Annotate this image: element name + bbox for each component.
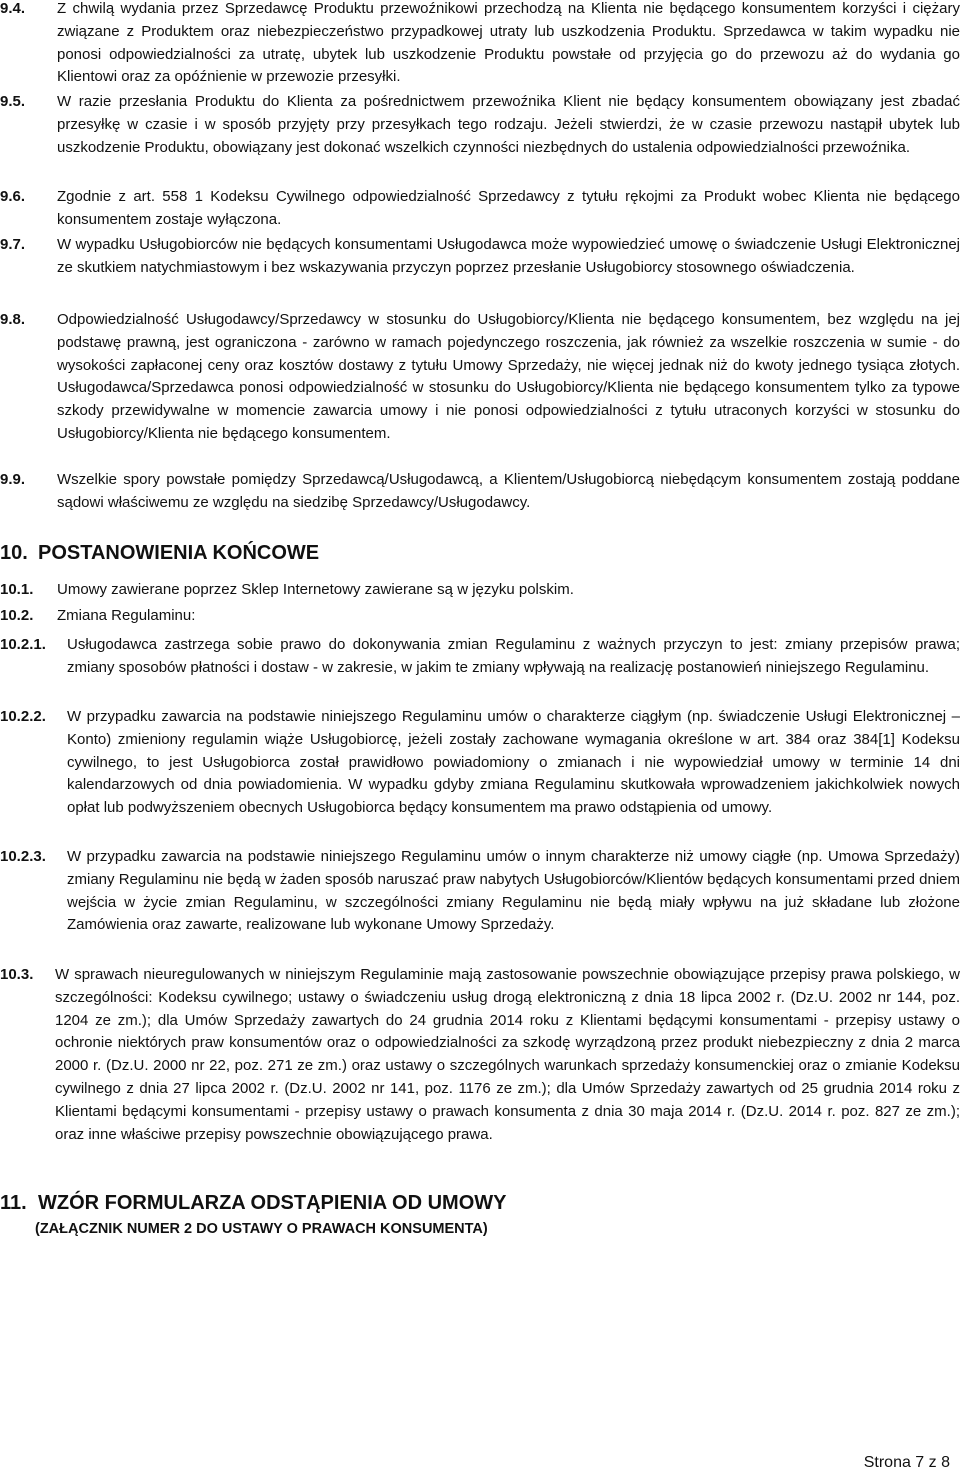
section-title: POSTANOWIENIA KOŃCOWE bbox=[38, 542, 320, 564]
clause-text: Usługodawca zastrzega sobie prawo do dokonywania zmian Regulaminu z ważnych przyczyn to jest: zmiany przepisów prawa; zmiany sposobów płatności i dostaw - w zakresie, w jakim te zmiany wpływają na realizację postanowień niniejszego Regulaminu. bbox=[67, 636, 960, 676]
clause-number: 10.2.2. bbox=[0, 708, 46, 725]
clause-number: 10.1. bbox=[0, 581, 34, 598]
clause-9-7 bbox=[0, 234, 960, 280]
clause-text: W razie przesłania Produktu do Klienta za pośrednictwem przewoźnika Klient nie będący konsumentem obowiązany jest zbadać przesyłkę w czasie i w sposób przyjęty przy przesyłkach tego rodzaju. Jeżeli stwierdzi, że w czasie przewozu nastąpił ubytek lub uszkodzenie Produktu, obowiązany jest dokonać wszelkich czynności niezbędnych do ustalenia odpowiedzialności przewoźnika. bbox=[57, 93, 960, 156]
section-heading-11 bbox=[0, 1191, 506, 1215]
clause-number: 9.9. bbox=[0, 471, 26, 488]
clause-text: Umowy zawierane poprzez Sklep Internetowy zawierane są w języku polskim. bbox=[57, 581, 574, 598]
page-number: Strona 7 z 8 bbox=[863, 1454, 950, 1471]
clause-10-1 bbox=[0, 579, 960, 602]
clause-number: 10.2.1. bbox=[0, 636, 46, 653]
clause-10-2-1 bbox=[0, 634, 960, 680]
clause-text: W przypadku zawarcia na podstawie niniejszego Regulaminu umów o innym charakterze niż umowy ciągłe (np. Umowa Sprzedaży) zmiany Regulaminu nie będą w żaden sposób naruszać praw nabytych Usługobiorców/Klientów będących konsumentami przed dniem wejścia w życie zmian Regulaminu, w szczególności zmiany Regulaminu nie będą miały wpływu na już składane lub złożone Zamówienia oraz zawarte, realizowane lub wykonane Umowy Sprzedaży. bbox=[67, 848, 960, 934]
clause-10-2-3 bbox=[0, 846, 960, 937]
clause-10-2-2 bbox=[0, 706, 960, 820]
clause-9-6 bbox=[0, 186, 960, 232]
section-subtitle: (ZAŁĄCZNIK NUMER 2 DO USTAWY O PRAWACH KONSUMENTA) bbox=[35, 1221, 488, 1237]
section-title: WZÓR FORMULARZA ODSTĄPIENIA OD UMOWY bbox=[38, 1192, 507, 1214]
clause-9-5 bbox=[0, 91, 960, 159]
clause-number: 10.3. bbox=[0, 966, 34, 983]
clause-text: W wypadku Usługobiorców nie będących konsumentami Usługodawca może wypowiedzieć umowę o świadczenie Usługi Elektronicznej ze skutkiem natychmiastowym i bez wskazywania przyczyn poprzez przesłanie Usługobiorcy stosownego oświadczenia. bbox=[57, 236, 960, 276]
clause-text: Odpowiedzialność Usługodawcy/Sprzedawcy w stosunku do Usługobiorcy/Klienta nie będącego konsumentem, bez względu na jej podstawę prawną, jest ograniczona - zarówno w ramach pojedynczego roszczenia, jak również za wszelkie roszczenia w sumie - do wysokości zapłaconej ceny oraz kosztów dostawy z tytułu Umowy Sprzedaży, nie więcej jednak niż do kwoty jednego tysiąca złotych. Usługodawca/Sprzedawca ponosi odpowiedzialność w stosunku do Usługobiorcy/Klienta nie będącego konsumentem tylko za typowe szkody przewidywalne w momencie zawarcia umowy i nie ponosi odpowiedzialności z tytułu utraconych korzyści w stosunku do Usługobiorcy/Klienta nie będącego konsumentem. bbox=[57, 311, 960, 442]
clause-number: 9.6. bbox=[0, 188, 26, 205]
clause-10-2 bbox=[0, 605, 960, 628]
clause-text: Zmiana Regulaminu: bbox=[57, 607, 196, 624]
clause-text: W przypadku zawarcia na podstawie niniejszego Regulaminu umów o charakterze ciągłym (np. świadczenie Usługi Elektronicznej – Konto) zmieniony regulamin wiąże Usługobiorcę, jeżeli zostały zachowane wymagania określone w art. 384 oraz 384[1] Kodeksu cywilnego, to jest Usługobiorca został prawidłowo powiadomiony o zmianach i nie wypowiedział umowy w terminie 14 dni kalendarzowych od dnia powiadomienia. W wypadku gdyby zmiana Regulaminu skutkowała wprowadzeniem jakichkolwiek nowych opłat lub podwyższeniem obecnych Usługobiorca będący konsumentem ma prawo odstąpienia od umowy. bbox=[67, 708, 960, 817]
clause-text: Z chwilą wydania przez Sprzedawcę Produktu przewoźnikowi przechodzą na Klienta nie będącego konsumentem korzyści i ciężary związane z Produktem oraz niebezpieczeństwo przypadkowej utraty lub uszkodzenia Produktu. Sprzedawca w takim wypadku nie ponosi odpowiedzialności za utratę, ubytek lub uszkodzenie Produktu powstałe od przyjęcia go do przewozu aż do wydania go Klientowi oraz za opóźnienie w przewozie przesyłki. bbox=[57, 0, 960, 86]
clause-text: W sprawach nieuregulowanych w niniejszym Regulaminie mają zastosowanie powszechnie obowiązujące przepisy prawa polskiego, w szczególności: Kodeksu cywilnego; ustawy o świadczeniu usług drogą elektroniczną z dnia 18 lipca 2002 r. (Dz.U. 2002 nr 144, poz. 1204 ze zm.); dla Umów Sprzedaży zawartych do 24 grudnia 2014 roku z Klientami będącymi konsumentami - przepisy ustawy o ochronie niektórych praw konsumentów oraz o odpowiedzialności za szkodę wyrządzoną przez produkt niebezpieczny z dnia 2 marca 2000 r. (Dz.U. 2000 nr 22, poz. 271 ze zm.) oraz ustawy o szczególnych warunkach sprzedaży konsumenckiej oraz o zmianie Kodeksu cywilnego z dnia 27 lipca 2002 r. (Dz.U. 2002 nr 141, poz. 1176 ze zm.); dla Umów Sprzedaży zawartych od 25 grudnia 2014 roku z Klientami będącymi konsumentami - przepisy ustawy o prawach konsumenta z dnia 30 maja 2014 r. (Dz.U. 2014 r. poz. 827 ze zm.); oraz inne właściwe przepisy powszechnie obowiązującego prawa. bbox=[55, 966, 960, 1143]
section-number: 10. bbox=[0, 542, 28, 564]
section-heading-10 bbox=[0, 541, 319, 565]
clause-9-4 bbox=[0, 0, 960, 89]
clause-number: 9.7. bbox=[0, 236, 26, 253]
clause-text: Zgodnie z art. 558 1 Kodeksu Cywilnego odpowiedzialność Sprzedawcy z tytułu rękojmi za Produkt wobec Klienta nie będącego konsumentem zostaje wyłączona. bbox=[57, 188, 960, 228]
clause-number: 10.2. bbox=[0, 607, 34, 624]
clause-number: 9.8. bbox=[0, 311, 26, 328]
clause-number: 9.5. bbox=[0, 93, 26, 110]
clause-number: 10.2.3. bbox=[0, 848, 46, 865]
clause-number: 9.4. bbox=[0, 0, 26, 17]
clause-text: Wszelkie spory powstałe pomiędzy Sprzedawcą/Usługodawcą, a Klientem/Usługobiorcą niebędącym konsumentem zostają poddane sądowi właściwemu ze względu na siedzibę Sprzedawcy/Usługodawcy. bbox=[57, 471, 960, 511]
clause-9-9 bbox=[0, 469, 960, 515]
section-number: 11. bbox=[0, 1192, 27, 1214]
clause-9-8 bbox=[0, 309, 960, 446]
clause-10-3 bbox=[0, 964, 960, 1146]
